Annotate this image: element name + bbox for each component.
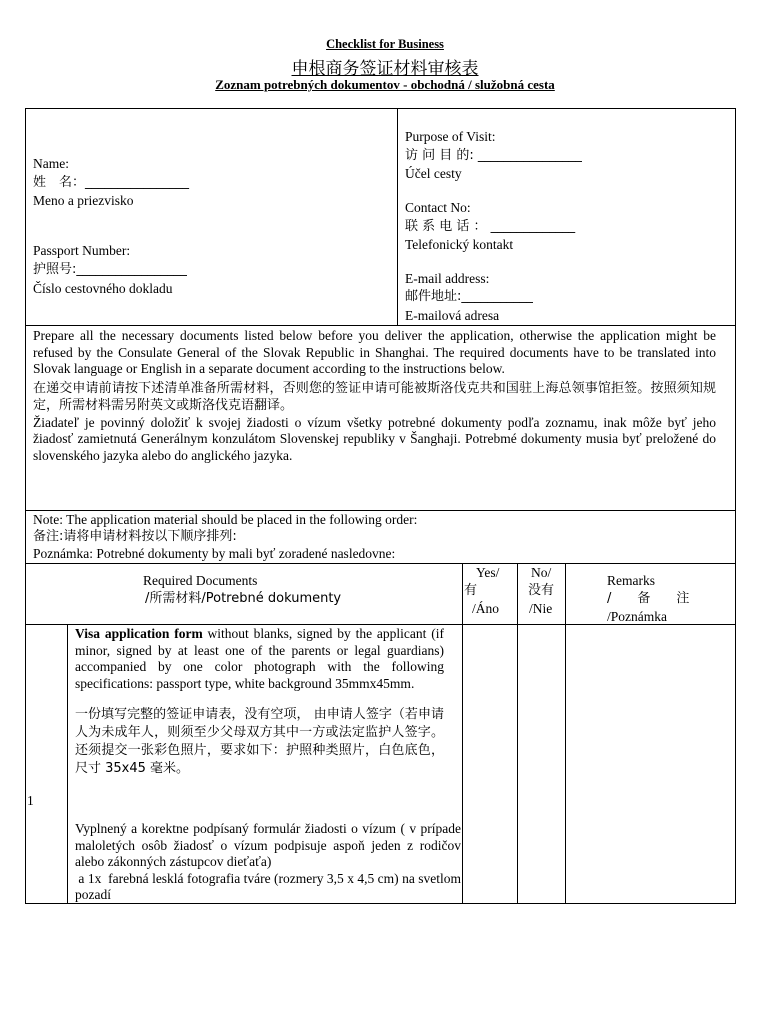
header-no-2: 没有 [528,583,555,598]
instructions-text [33,328,716,465]
name-label-sk: Meno a priezvisko [33,193,134,208]
contact-label-sk: Telefonický kontakt [405,237,514,252]
row-1-title: Visa application form [75,626,203,641]
applicant-info-divider [397,108,398,326]
row-1-description [75,626,444,778]
row-1-english [75,626,444,692]
passport-label-en: Passport Number: [33,243,131,258]
header-remarks-1: Remarks [607,573,655,588]
name-label-zh[interactable]: 姓 名：________________ [33,175,190,190]
row-1-slovak-2: a 1x farebná lesklá fotografia tváre (rozmery 3,5 x 4,5 cm) na svetlom pozadí [75,870,465,902]
header-required-docs-en: Required Documents [143,573,258,588]
instructions-en: Prepare all the necessary documents listed below before you deliver the application, otherwise the application might be refused by the Consulate General of the Slovak Republic in Shanghai. The required documents have to be translated into Slovak language or English in a separate document according to the instructions below. [33,328,716,377]
header-no-1: No/ [531,565,552,580]
title-english: Checklist for Business [326,37,444,51]
row-1-chinese: 一份填写完整的签证申请表，没有空项， 由申请人签字（若申请人为未成年人，则须至少父母双方其中一方或法定监护人签字。还须提交一张彩色照片，要求如下：护照种类照片，白色底色，尺寸 35x45 毫米。 [75,707,444,776]
note-en: Note: The application material should be placed in the following order: [33,512,418,527]
title-chinese: 申根商务签证材料审核表 [291,59,479,79]
title-slovak: Zoznam potrebných dokumentov - obchodná / služobná cesta [215,77,555,92]
row-1-english-text: without blanks, signed by the applicant (if minor, signed by at least one of the parents or legal guardians) accompanied by one color photograph with the following specifications: passport type, white background 35mmx45mm. [75,626,444,691]
note-zh: 备注:请将申请材料按以下顺序排列: [33,529,237,544]
email-label-zh[interactable]: 邮件地址:___________ [405,289,533,304]
header-no-3: /Nie [529,601,553,616]
header-yes-3: /Áno [472,601,499,616]
header-yes-2: 有 [464,583,478,598]
row-1-slovak [75,821,465,904]
purpose-label-zh[interactable]: 访 问 目 的: ________________ [405,148,582,163]
header-required-docs-zh-sk: /所需材料/Potrebné dokumenty [145,591,342,606]
passport-label-sk: Číslo cestovného dokladu [33,281,173,296]
email-label-sk: E-mailová adresa [405,308,500,323]
header-remarks-3: /Poznámka [607,609,667,624]
purpose-label-sk: Účel cesty [405,166,462,181]
row-1-slovak-1: Vyplnený a korektne podpísaný formulár žiadosti o vízum ( v prípade maloletých osôb žiadosť o vízum podpisuje aspoň jeden z rodičov alebo zákonných zástupcov dieťaťa) [75,821,461,869]
passport-label-zh[interactable]: 护照号:_________________ [33,262,187,277]
contact-label-en: Contact No: [405,200,471,215]
purpose-label-en: Purpose of Visit: [405,129,496,144]
header-yes-1: Yes/ [476,565,500,580]
col-divider-number [67,624,68,904]
row-1-number: 1 [27,793,34,808]
instructions-zh: 在递交申请前请按下述清单准备所需材料，否则您的签证申请可能被斯洛伐克共和国驻上海总领事馆拒签。按照须知规定，所需材料需另附英文或斯洛伐克语翻译。 [33,380,716,413]
row-1-no-cell[interactable] [518,625,565,904]
row-1-yes-cell[interactable] [463,625,517,904]
instructions-sk: Žiadateľ je povinný doložiť k svojej žiadosti o vízum všetky potrebné dokumenty podľa zoznamu, inak môže byť jeho žiadosť zamietnutá Generálnym konzulátom Slovenskej republiky v Šanghaji. Potrebmé dokumenty musia byť preložené do slovenského jazyka alebo do anglického jazyka. [33,414,716,463]
header-remarks-2: / 备 注 [607,591,690,606]
name-label-en: Name: [33,156,69,171]
row-1-remarks-cell[interactable] [566,625,735,904]
email-label-en: E-mail address: [405,271,490,286]
note-sk: Poznámka: Potrebné dokumenty by mali byť zoradené nasledovne: [33,546,396,561]
contact-label-zh[interactable]: 联 系 电 话 ： _____________ [405,219,576,234]
